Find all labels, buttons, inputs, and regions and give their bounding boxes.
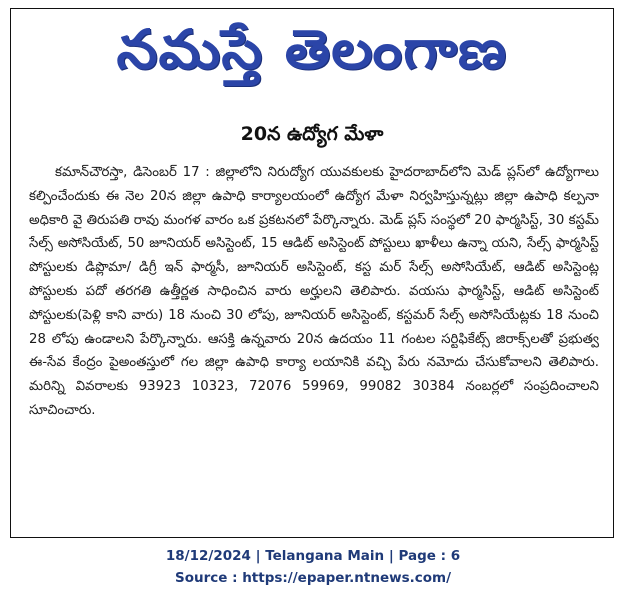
article-body: కమాన్‌చౌరస్తా, డిసెంబర్ 17 : జిల్లాలోని నిరుద్యోగ యువకులకు హైదరాబాద్‌లోని మెడ్ ప్లస్‌లో ఉద్యోగాలు కల్పించేందుకు ఈ నెల 20న జిల్లా ఉపాధి కార్యాలయంలో ఉద్యోగ మేళా నిర్వహిస్తున్నట్లు జిల్లా ఉపాధి కల్పనా అధికారి వై తిరుపతి రావు మంగళ వారం ఒక ప్రకటనలో పేర్కొన్నారు. మెడ్ ప్లస్ సంస్థలో 20 ఫార్మసిస్ట్, 30 కస్టమ్ సేల్స్ అసోసియేట్, 50 జూనియర్ అసిస్టెంట్, 15 ఆడిట్ అసిస్టెంట్ పోస్టులు ఖాళీలు ఉన్నా యని, సేల్స్ ఫార్మసిస్ట్ పోస్టులకు డిప్లొమా/ డిగ్రీ ఇన్ ఫార్మసీ, జూనియర్ అసిస్టెంట్, కస్ట మర్ సేల్స్ అసోసియేట్, ఆడిట్ అసిస్టెంట్ల పోస్టులకు పదో తరగతి ఉత్తీర్ణత సాధించిన వారు అర్హులని తెలిపారు. వయసు ఫార్మసిస్ట్, ఆడిట్ అసిస్టెంట్ పోస్టులకు(పెళ్లి కాని వారు) 18 నుంచి 30 లోపు, జూనియర్ అసిస్టెంట్, కస్టమర్ సేల్స్ అసోసియేట్లకు 18 నుంచి 28 లోపు ఉండాలని పేర్కొన్నారు. ఆసక్తి ఉన్నవారు 20న ఉదయం 11 గంటల సర్టిఫికేట్స్ జిరాక్స్‌లతో ప్రభుత్వ ఈ-సేవ కేంద్రం పైఅంతస్తులో గల జిల్లా ఉపాధి కార్యా లయానికి వచ్చి పేరు నమోదు చేసుకోవాలని తెలిపారు. మరిన్ని వివరాలకు 93923 10323, 72076 59969, 99082 30384 నంబర్లలో సంప్రదించాలని సూచించారు. (29, 165, 599, 418)
article-headline: 20న ఉద్యోగ మేళా (240, 123, 384, 145)
clip-footer (0, 545, 626, 589)
edition-info: 18/12/2024 | Telangana Main | Page : 6 (165, 548, 461, 564)
newspaper-clip (10, 8, 614, 538)
newspaper-logo: నమస్తే తెలంగాణ (116, 17, 508, 81)
masthead (11, 13, 613, 85)
source-info: Source : https://epaper.ntnews.com/ (174, 570, 452, 586)
